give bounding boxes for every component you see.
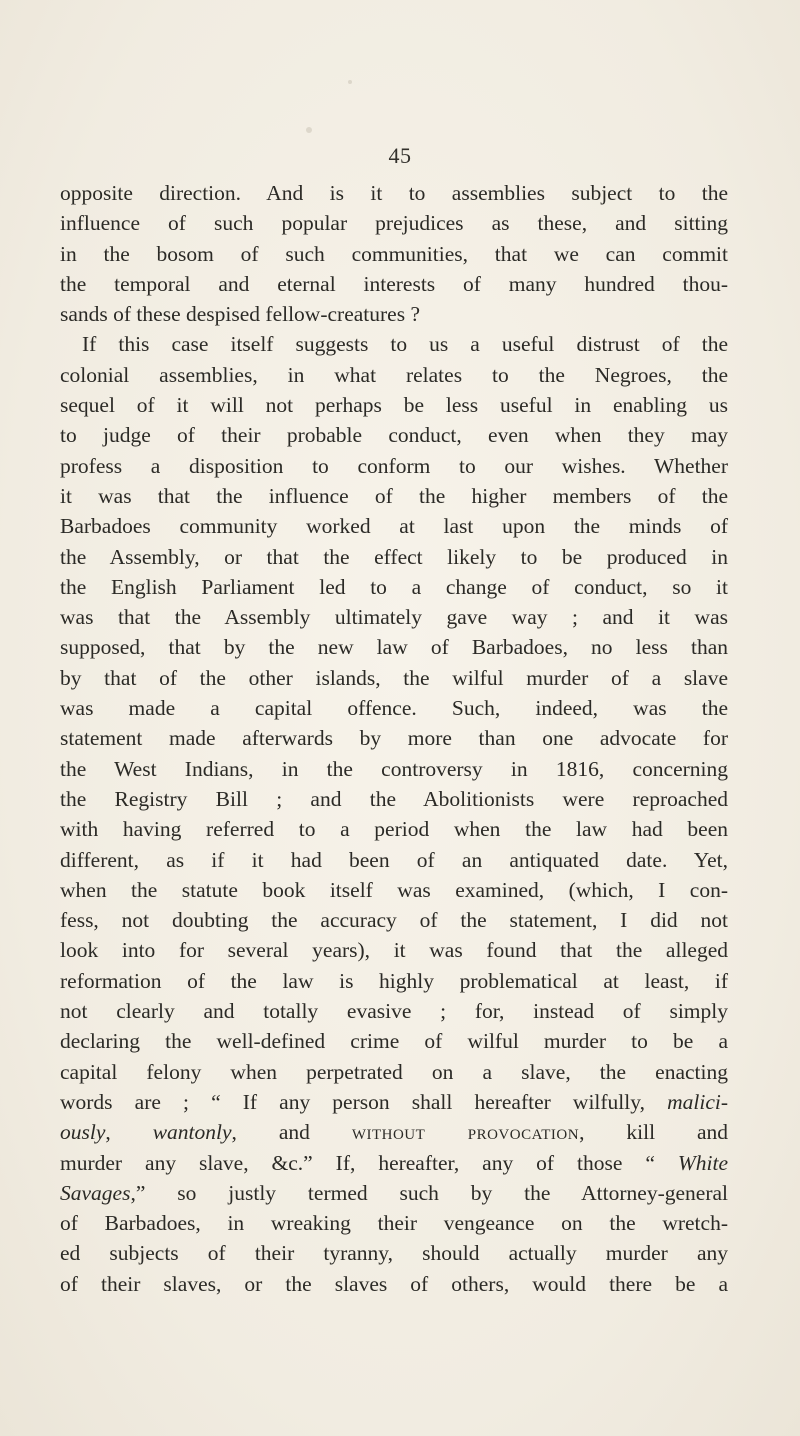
text-line (60, 1057, 728, 1087)
text-line (60, 966, 728, 996)
text-fragment: the Assembly, or that the effect likely to be produced in (60, 544, 728, 569)
text-line (60, 451, 728, 481)
text-line (60, 875, 728, 905)
text-fragment: it was that the influence of the higher members of the (60, 483, 728, 508)
text-line (60, 632, 728, 662)
text-line (60, 329, 728, 359)
text-line (60, 239, 728, 269)
text-fragment: fess, not doubting the accuracy of the statement, I did not (60, 908, 728, 933)
italic-text: wantonly (152, 1120, 232, 1145)
text-line (60, 572, 728, 602)
text-fragment: capital felony when perpetrated on a slave, the enacting (60, 1059, 728, 1084)
text-fragment: , and (231, 1120, 352, 1145)
text-fragment: statement made afterwards by more than one advocate for (60, 726, 728, 751)
text-line (60, 542, 728, 572)
text-line (60, 420, 728, 450)
text-line (60, 784, 728, 814)
text-fragment: , kill and (579, 1120, 729, 1145)
body-text (60, 178, 728, 1299)
text-line (60, 1148, 728, 1178)
text-fragment: murder any slave, &c.” If, hereafter, any of those “ (60, 1150, 678, 1175)
text-fragment: by that of the other islands, the wilful murder of a slave (60, 665, 728, 690)
text-fragment: different, as if it had been of an antiquated date. Yet, (60, 847, 728, 872)
text-line (60, 905, 728, 935)
italic-text: malici- (667, 1089, 728, 1114)
text-line (60, 814, 728, 844)
text-line (60, 693, 728, 723)
text-line (60, 1087, 728, 1117)
text-line (60, 1178, 728, 1208)
text-line (60, 269, 728, 299)
text-fragment: not clearly and totally evasive ; for, instead of simply (60, 999, 728, 1024)
text-fragment: of Barbadoes, in wreaking their vengeance on the wretch- (60, 1211, 728, 1236)
text-line (60, 1238, 728, 1268)
text-fragment: ed subjects of their tyranny, should actually murder any (60, 1241, 728, 1266)
text-line (60, 1269, 728, 1299)
text-fragment: sands of these despised fellow-creatures ? (60, 302, 420, 327)
text-fragment: words are ; “ If any person shall hereafter wilfully, (60, 1089, 668, 1114)
page-number: 45 (388, 143, 412, 168)
text-line (60, 935, 728, 965)
text-line (60, 1026, 728, 1056)
text-line (60, 996, 728, 1026)
text-fragment: colonial assemblies, in what relates to the Negroes, the (60, 362, 728, 387)
text-fragment: the English Parliament led to a change of conduct, so it (60, 574, 728, 599)
text-line (60, 845, 728, 875)
italic-text: Savages (60, 1180, 131, 1205)
text-line (60, 1208, 728, 1238)
text-fragment: profess a disposition to conform to our wishes. Whether (60, 453, 728, 478)
text-fragment: Barbadoes community worked at last upon the minds of (60, 514, 728, 539)
text-fragment: reformation of the law is highly problematical at least, if (60, 968, 728, 993)
text-line (60, 178, 728, 208)
text-line (60, 511, 728, 541)
italic-text: White (677, 1150, 728, 1175)
text-line (60, 1117, 728, 1147)
text-fragment: in the bosom of such communities, that we can commit (60, 241, 728, 266)
text-fragment: the temporal and eternal interests of many hundred thou- (60, 271, 728, 296)
text-fragment: , (105, 1120, 153, 1145)
text-line (60, 754, 728, 784)
text-fragment: the Registry Bill ; and the Abolitionists were reproached (60, 786, 728, 811)
text-fragment: If this case itself suggests to us a useful distrust of the (82, 332, 728, 357)
text-fragment: to judge of their probable conduct, even when they may (60, 423, 728, 448)
text-fragment: opposite direction. And is it to assemblies subject to the (60, 181, 728, 205)
text-fragment: supposed, that by the new law of Barbadoes, no less than (60, 635, 728, 660)
text-line (60, 663, 728, 693)
small-caps-text: without provocation (351, 1120, 580, 1145)
text-fragment: the West Indians, in the controversy in 1816, concerning (60, 756, 728, 781)
text-line (60, 723, 728, 753)
text-line (60, 390, 728, 420)
ink-speck (306, 127, 312, 133)
ink-speck (348, 80, 352, 84)
text-fragment: was that the Assembly ultimately gave way ; and it was (60, 605, 728, 630)
text-line (60, 360, 728, 390)
text-line (60, 299, 728, 329)
text-line (60, 602, 728, 632)
text-fragment: with having referred to a period when the law had been (60, 817, 728, 842)
italic-text: ously (60, 1120, 106, 1145)
text-fragment: influence of such popular prejudices as these, and sitting (60, 211, 728, 236)
text-fragment: sequel of it will not perhaps be less useful in enabling us (60, 393, 728, 418)
text-fragment: declaring the well-defined crime of wilful murder to be a (60, 1029, 728, 1054)
text-fragment: of their slaves, or the slaves of others, would there be a (60, 1271, 728, 1296)
text-fragment: when the statute book itself was examined, (which, I con- (60, 877, 728, 902)
text-fragment: was made a capital offence. Such, indeed, was the (60, 696, 728, 721)
text-fragment: ,” so justly termed such by the Attorney-general (130, 1180, 728, 1205)
text-line (60, 208, 728, 238)
text-line (60, 481, 728, 511)
text-fragment: look into for several years), it was found that the alleged (60, 938, 728, 963)
